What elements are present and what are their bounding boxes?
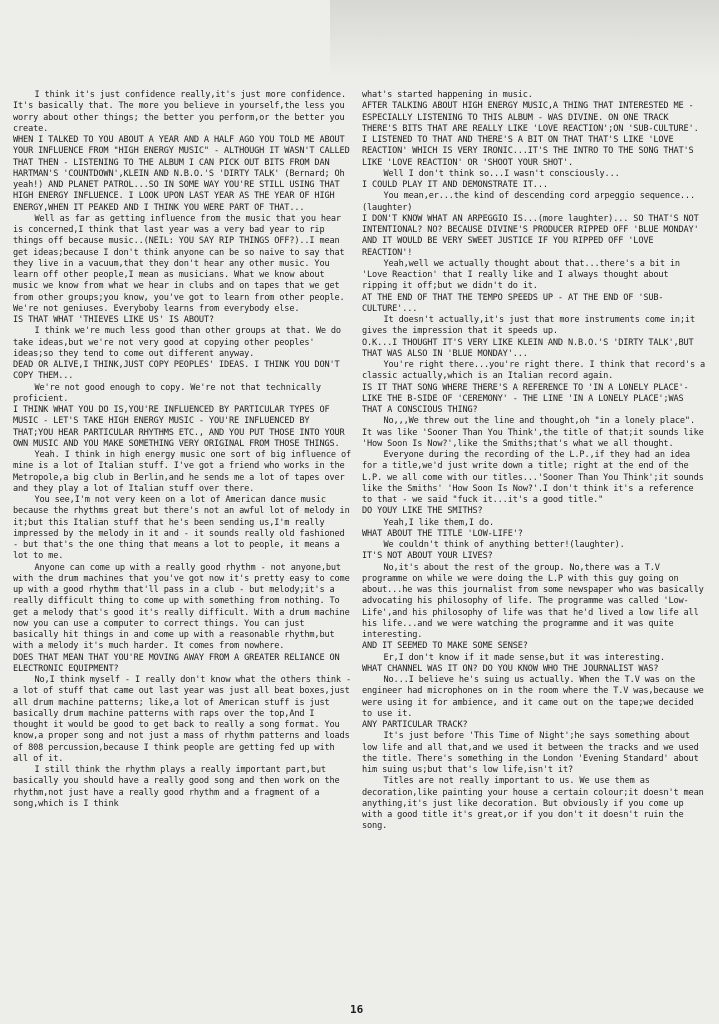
scan-shadow — [330, 0, 719, 78]
answer-paragraph: We're not good enough to copy. We're not that technically proficient. — [13, 382, 326, 404]
question-paragraph: WHAT CHANNEL WAS IT ON? DO YOU KNOW WHO THE JOURNALIST WAS? — [362, 663, 659, 674]
answer-paragraph: No...I believe he's suing us actually. When the T.V was on the engineer had microphones on in the room where the T.V was,because we were using it for ambience, and it came out on the tape;we decided to use it. — [362, 675, 709, 719]
answer-paragraph: Yeah,well we actually thought about that...there's a bit in 'Love Reaction' that I really like and I always thought about ripping it off;but we didn't do it. — [362, 258, 685, 292]
answer-paragraph: No,it's about the rest of the group. No,there was a T.V programme on while we were doing the L.P with this guy going on about...he was this journalist from some newspaper who was basically advocating his philosophy of life. The programme was called 'Low-Life',and his philosophy of life was that he'd lived a low life all his life...and we were watching the programme and it was quite interesting. — [362, 562, 709, 640]
question-paragraph: I DON'T KNOW WHAT AN ARPEGGIO IS...(more laughter)... SO THAT'S NOT INTENTIONAL? NO? BECAUSE DIVINE'S PRODUCER RIPPED OFF 'BLUE MONDAY' AND IT WOULD BE VERY SWEET JUSTICE IF YOU RIPPED OFF 'LOVE REACTION'! — [362, 213, 704, 258]
question-paragraph: O.K...I THOUGHT IT'S VERY LIKE KLEIN AND N.B.O.'S 'DIRTY TALK',BUT THAT WAS ALSO IN 'BLUE MONDAY'... — [362, 337, 699, 359]
answer-paragraph: You mean,er...the kind of descending cord arpeggio sequence...(laughter) — [362, 191, 695, 213]
answer-paragraph: It's just before 'This Time of Night';he says something about low life and all that,and we used it between the tracks and we used the title. There's something in the London 'Evening Standard' about him suing us;but that's low life,isn't it? — [362, 731, 704, 775]
question-paragraph: ANY PARTICULAR TRACK? — [362, 720, 468, 730]
right-column — [362, 90, 711, 833]
answer-paragraph: You see,I'm not very keen on a lot of American dance music because the rhythms great but there's not an awful lot of melody in it;but this Italian stuff that he's been sending us,I'm really impressed by the melody in it and - it sounds really old fashioned - but that's the one thing that means a lot to people, it means a lot to me. — [13, 495, 355, 562]
question-paragraph: DOES THAT MEAN THAT YOU'RE MOVING AWAY FROM A GREATER RELIANCE ON ELECTRONIC EQUIPMENT? — [13, 652, 345, 674]
question-paragraph: AFTER TALKING ABOUT HIGH ENERGY MUSIC,A THING THAT INTERESTED ME - ESPECIALLY LISTENING TO THIS ALBUM - WAS DIVINE. ON ONE TRACK THERE'S BITS THAT ARE REALLY LIKE 'LOVE REACTION';ON 'SUB-CULTURE'. I LISTENED TO THAT AND THERE'S A BIT ON THAT THAT'S LIKE 'LOVE REACTION' WHICH IS VERY IRONIC...IT'S THE INTRO TO THE SONG THAT'S LIKE 'LOVE REACTION' OR 'SHOOT YOUR SHOT'. — [362, 101, 704, 168]
answer-paragraph: I think we're much less good than other groups at that. We do take ideas,but we're not very good at copying other peoples' ideas;so they tend to come out different anyway. — [13, 326, 346, 359]
question-paragraph: WHEN I TALKED TO YOU ABOUT A YEAR AND A HALF AGO YOU TOLD ME ABOUT YOUR INFLUENCE FROM "HIGH ENERGY MUSIC" - ALTHOUGH IT WASN'T CALLED THAT THEN - LISTENING TO THE ALBUM I CAN PICK OUT BITS FROM DAN HARTMAN'S 'COUNTDOWN',KLEIN AND N.B.O.'S 'DIRTY TALK' (Bernard; Oh yeah!) AND PLANET PATROL...SO IN SOME WAY YOU'RE STILL USING THAT HIGH ENERGY INFLUENCE. I LOOK UPON LAST YEAR AS THE YEAR OF HIGH ENERGY,WHEN IT PEAKED AND I THINK YOU WERE PART OF THAT... — [13, 135, 355, 213]
answer-paragraph: Well as far as getting influence from the music that you hear is concerned,I think that last year was a very bad year to rip things off because music..(NEIL: YOU SAY RIP THINGS OFF?)..I mean get ideas;because I don't think anyone can be so naive to say that they live in a vacuum,that they don't hear any other music. You learn off other people,I mean as musicians. What we know about music we know from what we hear in clubs and on tapes that we get from other groups;you know, you've got to learn from other people. We're not geniuses. Everyboby learns from everybody else. — [13, 213, 350, 314]
answer-paragraph: Yeah. I think in high energy music one sort of big influence of mine is a lot of Italian stuff. I've got a friend who works in the Metropole,a big club in Berlin,and he sends me a lot of tapes over and they play a lot of Italian stuff over there. — [13, 450, 357, 494]
answer-paragraph: Er,I don't know if it made sense,but it was interesting. — [383, 652, 665, 663]
question-paragraph: DO YOUY LIKE THE SMITHS? — [362, 506, 483, 517]
question-paragraph: WHAT ABOUT THE TITLE 'LOW-LIFE'? — [362, 528, 523, 539]
question-paragraph: AT THE END OF THAT THE TEMPO SPEEDS UP - AT THE END OF 'SUB-CULTURE'... — [362, 292, 664, 314]
answer-paragraph: Anyone can come up with a really good rhythm - not anyone,but with the drum machines that you've got now it's pretty easy to come up with a good rhythm that'll pass in a club - but melody;it's a really difficult thing to come up with something from nothing. To get a melody that's good it's really difficult. With a drum machine now you can use a computer to correct things. You can just basically hit things in and come up with a reasonable rhythm,but with a melody it's much harder. It comes from nowhere. — [13, 562, 355, 652]
question-paragraph: IT'S NOT ABOUT YOUR LIVES? — [362, 551, 493, 562]
answer-paragraph: Yeah,I like them,I do. — [383, 517, 495, 528]
answer-paragraph: No,,,We threw out the line and thought,oh "in a lonely place". It was like 'Sooner Than You Think',the title of that;it sounds like 'How Soon Is Now?',like the Smiths;that's what we all thought. — [362, 416, 709, 449]
question-paragraph: I COULD PLAY IT AND DEMONSTRATE IT... — [362, 180, 548, 190]
answer-paragraph: Well I don't think so...I wasn't consciously... — [383, 168, 620, 179]
answer-paragraph: No,I think myself - I really don't know what the others think - a lot of stuff that came out last year was just all beat boxes,just all drum machine patterns; like,a lot of American stuff is just basically drum machine patterns with raps over the top,And I thought it would be good to get back to really a song format. You know,a proper song and not just a mass of rhythm patterns and loads of 808 percussion,because I think people are getting fed up with all of it. — [13, 675, 357, 764]
answer-paragraph: It doesn't actually,it's just that more instruments come in;it gives the impression that it speeds up. — [362, 315, 701, 337]
left-column — [13, 90, 357, 810]
question-paragraph: what's started happening in music. — [362, 90, 533, 100]
question-paragraph: IS THAT WHAT 'THIEVES LIKE US' IS ABOUT? — [13, 315, 214, 325]
question-paragraph: IS IT THAT SONG WHERE THERE'S A REFERENCE TO 'IN A LONELY PLACE'- LIKE THE B-SIDE OF 'CEREMONY' - THE LINE 'IN A LONELY PLACE';WAS THAT A CONSCIOUS THING? — [362, 382, 694, 415]
question-paragraph: AND IT SEEMED TO MAKE SOME SENSE? — [362, 641, 528, 652]
page-number: 16 — [350, 1003, 364, 1016]
question-paragraph: I THINK WHAT YOU DO IS,YOU'RE INFLUENCED BY PARTICULAR TYPES OF MUSIC - LET'S TAKE HIGH ENERGY MUSIC - YOU'RE INFLUENCED BY THAT;YOU HEAR PARTICULAR RHYTHMS ETC., AND YOU PUT THOSE INTO YOUR OWN MUSIC AND YOU MAKE SOMETHING VERY ORIGINAL FROM THOSE THINGS. — [13, 405, 350, 449]
answer-paragraph: Everyone during the recording of the L.P.,if they had an idea for a title,we'd just write down a title; right at the end of the L.P. we all come with our titles...'Sooner Than You Think';it sounds like the Smiths' 'How Soon Is Now?'.I don't think it's a reference to that - we said "fuck it...it's a good title." — [362, 450, 709, 505]
answer-paragraph: I think it's just confidence really,it's just more confidence. It's basically that. The more you believe in yourself,the less you worry about other things; the better you perform,or the better you create. — [13, 90, 352, 134]
question-paragraph: DEAD OR ALIVE,I THINK,JUST COPY PEOPLES' IDEAS. I THINK YOU DON'T COPY THEM... — [13, 360, 345, 382]
answer-paragraph: We couldn't think of anything better!(laughter). — [383, 540, 625, 550]
answer-paragraph: I still think the rhythm plays a really important part,but basically you should have a really good song and then work on the rhythm,not just have a really good rhythm and a fragment of a song,which is I think — [13, 765, 345, 809]
answer-paragraph: Titles are not really important to us. We use them as decoration,like painting your house a certain colour;it doesn't mean anything,it's just like decoration. But obviously if you come up with a good title it's great,or if you don't it doesn't ruin the song. — [362, 776, 709, 832]
answer-paragraph: You're right there...you're right there. I think that record's a classic actually,which is an Italian record again. — [362, 360, 711, 382]
